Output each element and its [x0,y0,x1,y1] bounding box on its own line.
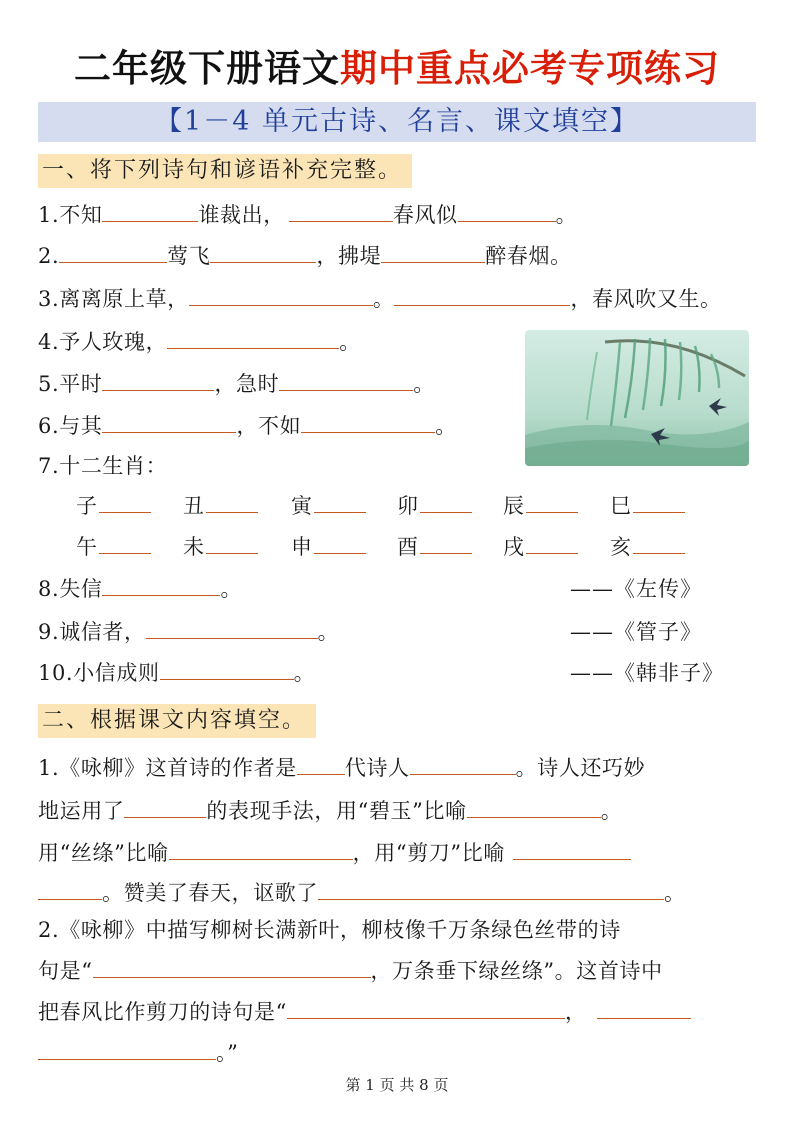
passage-line-8: 。” [38,1037,238,1069]
passage-line-6: 句是“ ，万条垂下绿丝绦”。这首诗中 [38,955,663,987]
passage-line-2: 地运用了 的表现手法，用“碧玉”比喻 。 [38,795,622,827]
zodiac-wei: 未 [183,531,258,563]
answer-blank[interactable] [279,368,413,391]
zodiac-you: 酉 [397,531,472,563]
answer-blank[interactable] [513,837,631,860]
answer-blank[interactable] [99,490,151,513]
source-guanzi: ——《管子》 [570,620,702,644]
answer-blank[interactable] [59,240,167,263]
answer-blank[interactable] [633,531,685,554]
zodiac-shen: 申 [291,531,366,563]
question-2: 2. 莺飞 ，拂堤 醉春烟。 [38,240,572,272]
zodiac-wu: 午 [76,531,151,563]
answer-blank[interactable] [526,531,578,554]
source-hanfeizi: ——《韩非子》 [570,661,724,685]
answer-blank[interactable] [318,877,664,900]
answer-blank[interactable] [189,283,373,306]
question-4: 4.予人玫瑰， 。 [38,326,361,358]
question-9: 9.诚信者， 。 [38,616,339,648]
page-title [0,38,794,92]
question-10: 10.小信成则 。 [38,657,315,689]
answer-blank[interactable] [458,199,556,222]
answer-blank[interactable] [289,199,393,222]
answer-blank[interactable] [99,531,151,554]
question-3: 3.离离原上草， 。 ，春风吹又生。 [38,283,722,315]
answer-blank[interactable] [167,326,339,349]
source-zuozhuan: ——《左传》 [570,577,702,601]
answer-blank[interactable] [394,283,570,306]
answer-blank[interactable] [526,490,578,513]
answer-blank[interactable] [93,955,371,978]
answer-blank[interactable] [381,240,485,263]
zodiac-chen: 辰 [503,490,578,522]
answer-blank[interactable] [102,410,236,433]
zodiac-chou: 丑 [183,490,258,522]
answer-blank[interactable] [102,573,220,596]
passage-line-3: 用“丝绦”比喻 ，用“剪刀”比喻 [38,837,631,869]
answer-blank[interactable] [597,996,691,1019]
zodiac-si: 巳 [610,490,685,522]
answer-blank[interactable] [314,531,366,554]
zodiac-mao: 卯 [397,490,472,522]
zodiac-hai: 亥 [610,531,685,563]
title-black-part: 二年级下册语文 [74,47,340,90]
answer-blank[interactable] [467,795,601,818]
answer-blank[interactable] [38,877,102,900]
answer-blank[interactable] [420,531,472,554]
answer-blank[interactable] [210,240,316,263]
page-footer: 第 1 页 共 8 页 [345,1076,449,1094]
unit-banner: 【1－4 单元古诗、名言、课文填空】 [38,102,756,142]
answer-blank[interactable] [287,996,565,1019]
question-5: 5.平时 ，急时 。 [38,368,435,400]
answer-blank[interactable] [38,1037,216,1060]
answer-blank[interactable] [160,657,294,680]
answer-blank[interactable] [206,531,258,554]
question-1: 1.不知 谁裁出， 春风似 。 [38,199,577,231]
answer-blank[interactable] [124,795,206,818]
passage-line-4: 。赞美了春天，讴歌了 。 [38,877,686,909]
zodiac-zi: 子 [76,490,151,522]
question-6: 6.与其 ，不如 。 [38,410,457,442]
answer-blank[interactable] [314,490,366,513]
zodiac-xu: 戌 [503,531,578,563]
passage-line-1: 1.《咏柳》这首诗的作者是 代诗人 。诗人还巧妙 [38,752,645,784]
passage-line-7: 把春风比作剪刀的诗句是“ ， [38,996,691,1028]
answer-blank[interactable] [102,199,198,222]
answer-blank[interactable] [633,490,685,513]
answer-blank[interactable] [169,837,353,860]
question-7-label: 7.十二生肖： [38,454,168,478]
passage-line-5: 2.《咏柳》中描写柳树长满新叶，柳枝像千万条绿色丝带的诗 [38,918,621,942]
section2-heading: 二、根据课文内容填空。 [38,704,316,738]
zodiac-yin: 寅 [291,490,366,522]
answer-blank[interactable] [102,368,214,391]
answer-blank[interactable] [146,616,318,639]
answer-blank[interactable] [420,490,472,513]
title-red-part: 期中重点必考专项练习 [340,47,720,90]
answer-blank[interactable] [410,752,516,775]
answer-blank[interactable] [297,752,345,775]
answer-blank[interactable] [206,490,258,513]
question-8: 8.失信 。 [38,573,242,605]
answer-blank[interactable] [301,410,435,433]
section1-heading: 一、将下列诗句和谚语补充完整。 [38,154,412,188]
willow-swallow-painting-icon [525,330,749,466]
